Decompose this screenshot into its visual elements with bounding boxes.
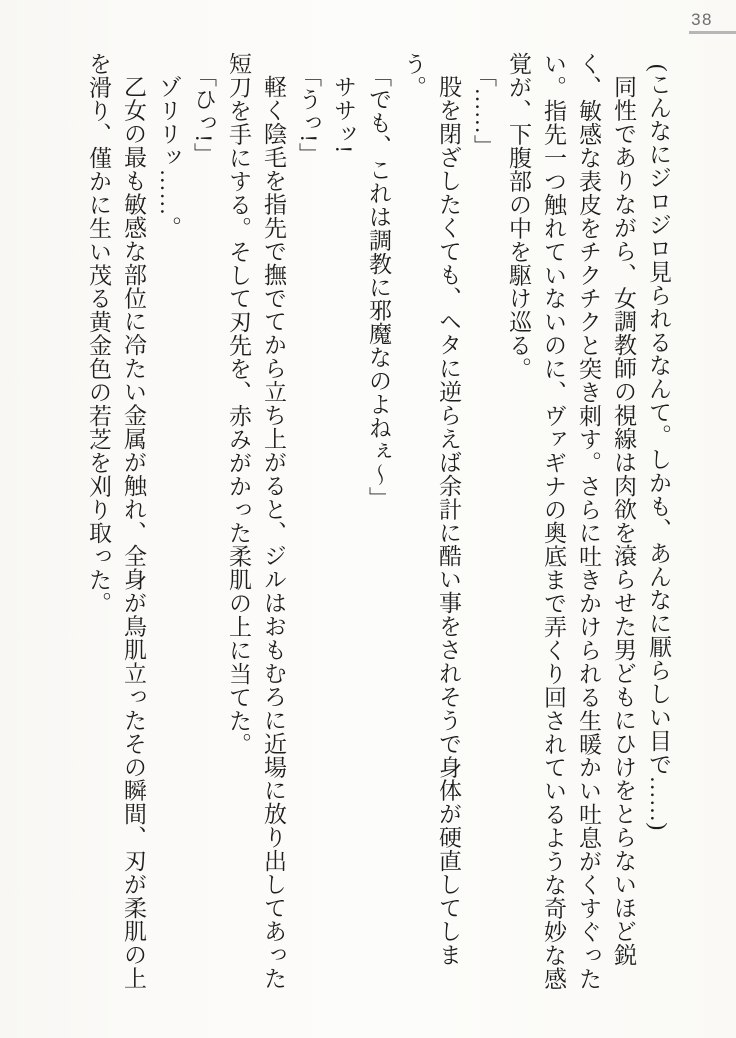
paragraph: 軽く陰毛を指先で撫でてから立ち上がると、ジルはおもむろに近場に放り出してあった短刀を手にする。そして刃先を、赤みがかった柔肌の上に当てた。: [226, 52, 286, 990]
paragraph: ササッ!: [331, 75, 356, 154]
paragraph: 股を閉ざしたくても、ヘタに逆らえば余計に酷い事をされそうで身体が硬直してしまう。: [401, 52, 461, 967]
paragraph: 「でも、これは調教に邪魔なのよねぇ〜」: [366, 63, 391, 510]
paragraph: (こんなにジロジロ見られるなんて。しかも、あんなに厭らしい目で……): [646, 63, 671, 831]
paragraph: 乙女の最も敏感な部位に冷たい金属が触れ、全身が鳥肌立ったその瞬間、刃が柔肌の上を滑り、僅かに生い茂る黄金色の若芝を刈り取った。: [86, 52, 146, 990]
body-text: [81, 52, 676, 1012]
paragraph: 「うっ!」: [296, 63, 321, 166]
page-number-rule: [689, 31, 736, 34]
paragraph: ゾリリッ……。: [156, 75, 181, 240]
paragraph: 「ひっ!」: [191, 63, 216, 166]
page-number: 38: [691, 10, 713, 29]
paragraph: 「……」: [471, 63, 496, 158]
paragraph: 同性でありながら、女調教師の視線は肉欲を滾らせた男どもにひけをとらないほど鋭く、敏感な表皮をチクチクと突き刺す。さらに吐きかけられる生暖かい吐息がくすぐったい。指先一つ触れていないのに、ヴァギナの奥底まで弄くり回されているような奇妙な感覚が、下腹部の中を駆け巡る。: [506, 52, 636, 990]
